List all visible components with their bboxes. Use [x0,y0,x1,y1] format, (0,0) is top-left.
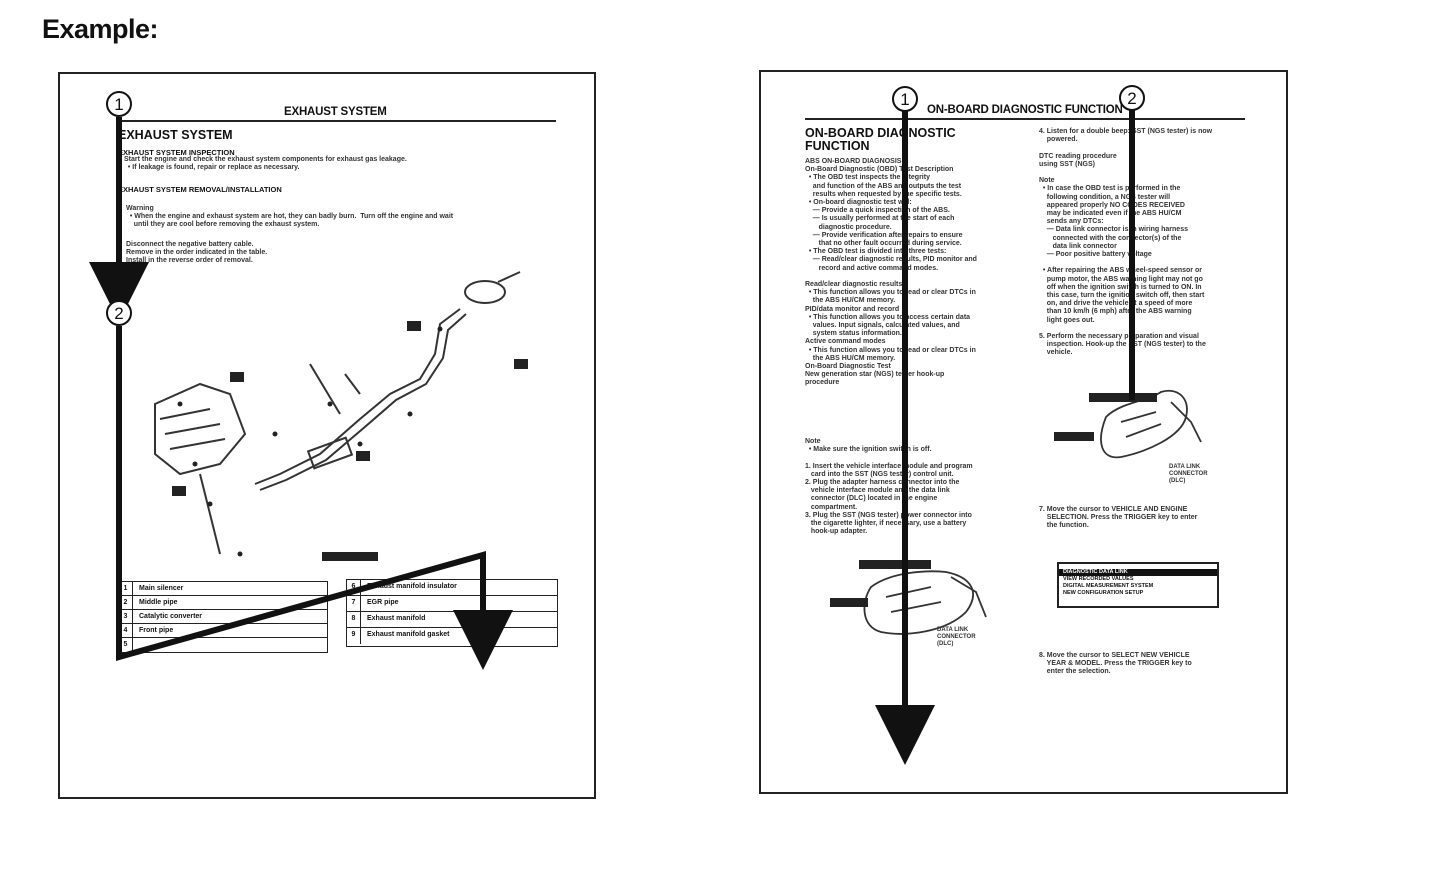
menu-item: NEW CONFIGURATION SETUP [1063,590,1144,596]
table-row: 9 Exhaust manifold gasket [347,628,557,644]
marker-1: 1 [114,95,124,114]
marker-2: 2 [1127,89,1137,108]
menu-item: DIGITAL MEASUREMENT SYSTEM [1063,583,1154,589]
marker-2: 2 [114,304,124,323]
table-row: 8 Exhaust manifold [347,612,557,628]
warning-text: Warning • When the engine and exhaust system are hot, they can badly burn. Turn off the engine and wait until they are cool before removing the exhaust system. [126,205,454,229]
table-row: 6 Exhaust manifold insulator [347,580,557,596]
page-header: EXHAUST SYSTEM [284,106,387,118]
inspection-title: EXHAUST SYSTEM INSPECTION [118,148,235,157]
marker-1: 1 [900,90,910,109]
menu-item: DIAGNOSTIC DATA LINK [1059,569,1217,576]
dlc-label: DATA LINK CONNECTOR (DLC) [1169,464,1208,484]
col1-text: ABS ON-BOARD DIAGNOSIS On-Board Diagnostic (OBD) Test Description • The OBD test inspects the integrity and function of the ABS and outputs the test results when requested by the specific tests. • On-board diagnostic test will: — Provide a quick inspection of the ABS. — Is usually performed at the start of each diagnostic procedure. — Provide verification after repairs to ensure that no other fault occurred during service. • The OBD test is divided into three tests: — Read/clear diagnostic results, PID monitor and record and active command modes. Read/clear diagnostic results • This function allows you to read or clear DTCs in the ABS HU/CM memory. PID/data monitor and record • This function allows you to access certain data values. Input signals, calculated values, and system status information. Active command modes • This function allows you to read or clear DTCs in the ABS HU/CM memory. On-Board Diagnostic Test New generation star (NGS) tester hook-up procedure [805,158,977,387]
table-row: 3 Catalytic converter [119,610,327,624]
col2-text: 4. Listen for a double beep: SST (NGS tester) is now powered. DTC reading procedure using SST (NGS) Note • In case the OBD test is performed in the following condition, a NGS tester will appeared properly NO CODES RECEIVED may be indicated even if the ABS HU/CM sends any DTCs: — Data link connector is in wiring harness connected with the connector(s) of the data link connector — Poor positive battery voltage • After repairing the ABS wheel-speed sensor or pump motor, the ABS warning light may not go off when the ignition switch is turned to ON. In this case, turn the ignition switch off, then start on, and drive the vehicle at a speed of more than 10 km/h (6 mph) after the ABS warning light goes out. 5. Perform the necessary preparation and visual inspection. Hook-up the SST (NGS tester) to the vehicle. [1039,128,1213,357]
table-row: 7 EGR pipe [347,596,557,612]
table-row: 4 Front pipe [119,624,327,638]
table-row: 5 [119,638,327,652]
col1-steps: Note • Make sure the ignition switch is off. 1. Insert the vehicle interface module and program card into the SST (NGS tester) control unit. 2. Plug the adapter harness connector into the vehicle interface module and the data link connector (DLC) located in the engine compartment. 3. Plug the SST (NGS tester) power connector into the cigarette lighter, if necessary, use a battery hook-up adapter. [805,438,973,536]
page-header: ON-BOARD DIAGNOSTIC FUNCTION [927,104,1123,116]
steps-text: Disconnect the negative battery cable. Remove in the order indicated in the table. Install in the reverse order of removal. [126,241,268,265]
page-title: ON-BOARD DIAGNOSTIC FUNCTION [805,126,956,153]
example-heading: Example: [42,14,159,44]
page-title: EXHAUST SYSTEM [118,128,233,142]
dlc-label: DATA LINK CONNECTOR (DLC) [937,627,976,647]
inspection-text: Start the engine and check the exhaust system components for exhaust gas leakage. • If leakage is found, repair or replace as necessary. [124,156,407,172]
col2-step7: 7. Move the cursor to VEHICLE AND ENGINE SELECTION. Press the TRIGGER key to enter the function. [1039,506,1198,530]
col2-step8: 8. Move the cursor to SELECT NEW VEHICLE YEAR & MODEL. Press the TRIGGER key to enter the selection. [1039,652,1192,676]
arrow-zigzag [119,326,483,657]
table-row: 1 Main silencer [119,582,327,596]
table-row: 2 Middle pipe [119,596,327,610]
menu-item: VIEW RECORDED VALUES [1063,576,1134,582]
removal-title: EXHAUST SYSTEM REMOVAL/INSTALLATION [118,185,282,194]
